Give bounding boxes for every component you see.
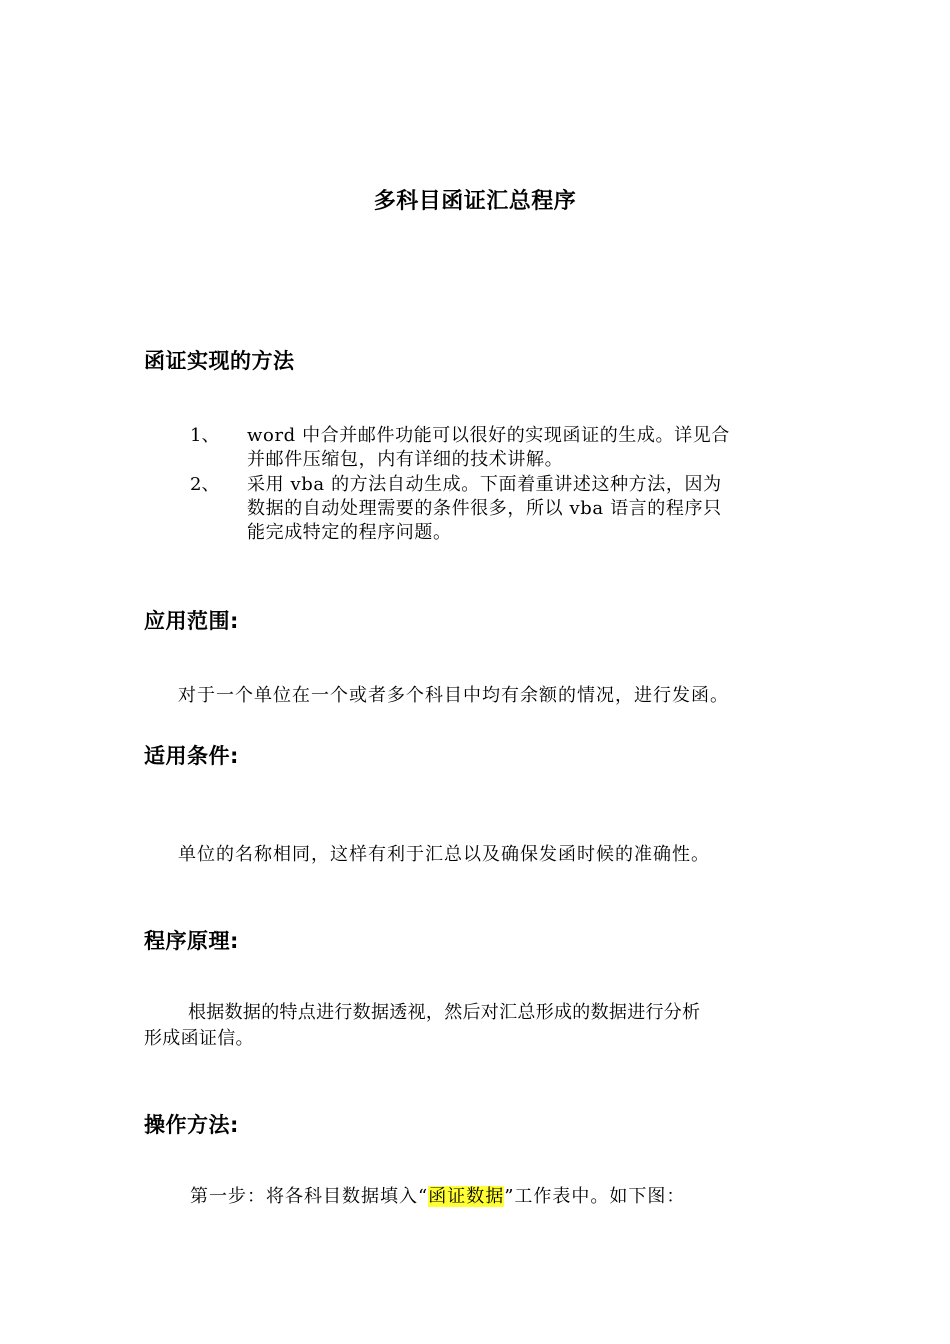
list-item-2-line-1: 采用 vba 的方法自动生成。下面着重讲述这种方法，因为 bbox=[247, 474, 722, 495]
list-item-2-line-3: 能完成特定的程序问题。 bbox=[247, 522, 452, 543]
step-1-highlight: 函证数据 bbox=[428, 1186, 505, 1207]
heading-scope: 应用范围: bbox=[144, 609, 239, 633]
heading-conditions: 适用条件: bbox=[144, 744, 239, 768]
list-number-2: 2、 bbox=[190, 474, 220, 495]
principle-text-line-1: 根据数据的特点进行数据透视，然后对汇总形成的数据进行分析 bbox=[188, 1002, 701, 1023]
list-item-1-line-2: 并邮件压缩包，内有详细的技术讲解。 bbox=[247, 449, 564, 470]
operation-step-1 bbox=[190, 1185, 685, 1209]
scope-text: 对于一个单位在一个或者多个科目中均有余额的情况，进行发函。 bbox=[178, 685, 729, 706]
page-title: 多科目函证汇总程序 bbox=[373, 189, 577, 214]
heading-principle: 程序原理: bbox=[144, 929, 239, 953]
conditions-text: 单位的名称相同，这样有利于汇总以及确保发函时候的准确性。 bbox=[178, 844, 710, 865]
step-1-prefix: 第一步：将各科目数据填入“ bbox=[190, 1186, 429, 1207]
step-1-suffix: ”工作表中。如下图： bbox=[504, 1186, 686, 1207]
list-item-2 bbox=[247, 473, 812, 545]
list-item-1-line-1: word 中合并邮件功能可以很好的实现函证的生成。详见合 bbox=[247, 425, 730, 446]
heading-operation: 操作方法: bbox=[144, 1113, 239, 1137]
list-item-1 bbox=[247, 424, 812, 472]
principle-text-line-2: 形成函证信。 bbox=[144, 1028, 254, 1049]
list-item-2-line-2: 数据的自动处理需要的条件很多，所以 vba 语言的程序只 bbox=[247, 498, 722, 519]
heading-methods: 函证实现的方法 bbox=[144, 349, 295, 373]
list-number-1: 1、 bbox=[190, 425, 220, 446]
